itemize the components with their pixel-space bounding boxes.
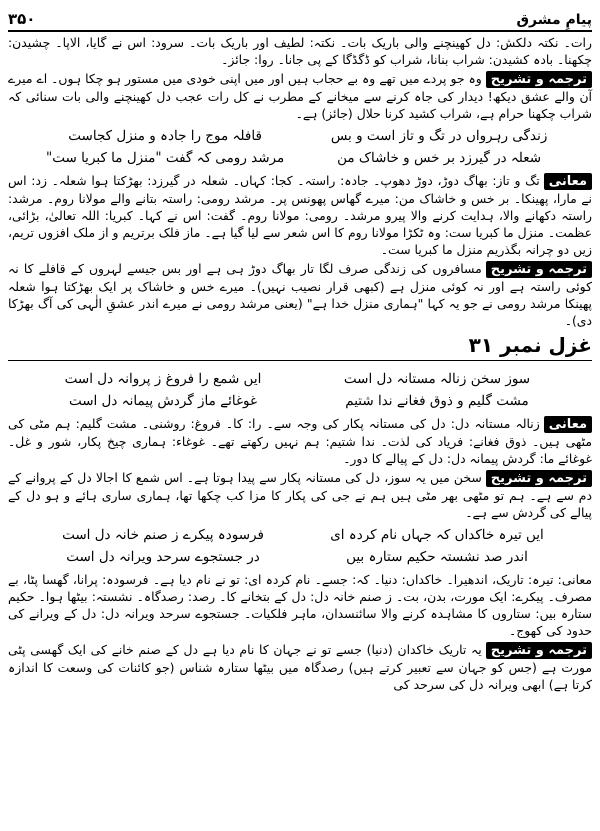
- couplet-block-2: [8, 365, 592, 415]
- page-number: ۳۵۰: [8, 10, 36, 28]
- translation-text: مسافروں کی زندگی صرف لگا تار بھاگ دوڑ ہی ہے اور بس جیسے لہروں کے قافلے کا نہ کوئی راستہ ہے اور نہ کوئی منزل ہے (کبھی قرار نصیب نہیں)۔ میرے خس و خاشاک پر ایک بھڑکتا ہوا شعلہ پھینکا مرشد رومی نے جو یہ کہا "ہماری منزل خدا ہے" (یعنی مرشد رومی نے میرے اندر عشقِ الٰہی کی آگ بھڑکا دی)۔: [8, 261, 592, 328]
- verse-line: قافلہ موج را جادہ و منزل کجاست: [68, 128, 262, 144]
- translation-paragraph-1: [8, 70, 592, 122]
- meanings-label: معانی: [544, 416, 592, 433]
- verse-line: غوغائے ماز گردش پیمانہ دل است: [68, 393, 258, 409]
- verse-line: مشت گلیم و ذوق فغانے ندا شتیم: [345, 393, 529, 409]
- divider: [8, 360, 592, 361]
- verse-line: فرسودہ پیکرے ز صنم خانہ دل است: [62, 527, 264, 543]
- page-header: [8, 4, 592, 32]
- translation-paragraph-2: [8, 260, 592, 329]
- meanings-paragraph-3: معانی: تیرہ: تاریک، اندھیرا۔ خاکداں: دنیا۔ کہ: جسے۔ نام کردہ ای: تو نے نام دیا ہے۔ فرسودہ: پرانا، گھسا پٹا، بے مصرف۔ پیکرے: ایک مورت، بدن، بت۔ ز صنم خانہ دل: دل کے بتخانے کا۔ رصد: رصدگاہ۔ نشستہ: بیٹھا ہوا۔ حکیم ستارہ بیں: ستاروں کا مشاہدہ کرنے والا سائنسدان، ماہر فلکیات۔ جستجوے سرحد ویرانہ دل: دل کے ویرانے کی حدود کی کھوج۔: [8, 572, 592, 638]
- translation-paragraph-3: [8, 469, 592, 521]
- translation-text: سخن میں یہ سوز، دل کی مستانہ پکار سے پیدا ہوتا ہے۔ اس شمع کا اجالا دل کے پروانے کے دم سے ہے۔ ہم تو مٹھی بھر مٹی ہیں ہم نے جی کی پکار کا مزا کب چکھا تھا، ہماری ساری ہائے و ہو دل کے پیالے کی گردش سے ہے۔: [8, 470, 592, 520]
- translation-label: ترجمہ و تشریح: [486, 71, 592, 88]
- verse-line: مرشد رومی کہ گفت "منزل ما کبریا ست": [46, 150, 285, 166]
- running-title: پیامِ مشرق: [516, 12, 592, 28]
- verse-line: ایں شمع را فروغ ز پروانہ دل است: [64, 371, 262, 387]
- translation-text: یہ تاریک خاکدان (دنیا) جسے تو نے جہان کا نام دیا ہے دل کے صنم خانے کی ایک گھسی پٹی مورت ہے (جس کو جہان سے تعبیر کرتے ہیں) رصدگاہ میں بیٹھا ستارہ شناس (جو کائنات کی وسعت کا اندازہ کرتا ہے) ابھی ویرانہ دل کی سرحد کی: [8, 642, 592, 692]
- verse-line: سوز سخن زنالہ مستانہ دل است: [343, 371, 531, 387]
- meanings-text: تگ و تاز: بھاگ دوڑ، دوڑ دھوپ۔ جادہ: راستہ۔ کجا: کہاں۔ شعلہ در گیرزد: بھڑکتا ہوا شعلہ۔ زد: اس نے مارا، پھینکا۔ بر خس و خاشاک من: میرے گھاس پھونس پر۔ مرشد رومی: راستہ بتانے والے مولانا روم۔ مرشد: راستہ دکھانے والا، ہدایت کرنے والا پیرو مرشد۔ رومی: مولانا روم۔ گفت: اس نے کہا۔ کبریا: اللہ تعالیٰ، بڑائی، عظمت۔ منزل ما کبریا ست: وہ ٹکڑا مولانا روم کا اس شعر سے لیا گیا ہے۔ ماز فلک برتریم و از ملک افزوں تریم، زیں دو چرانہ بگذریم منزل ما کبریا ست۔: [8, 173, 592, 257]
- translation-label: ترجمہ و تشریح: [486, 261, 592, 278]
- verse-line: اندر صد نشستہ حکیم ستارہ بیں: [346, 549, 528, 565]
- meanings-label: معانی: [544, 173, 592, 190]
- meanings-text: زنالہ مستانہ دل: دل کی مستانہ پکار کی وجہ سے۔ را: کا۔ فروغ: روشنی۔ مشت گلیم: ہم مٹی کی مٹھی ہیں۔ ذوق فغانے: فریاد کی لذت۔ ندا شتیم: ہم نہیں رکھتے تھے۔ غوغاء: ہماری چیخ پکار، شور و غل۔ غوغائے ما: گردش پیمانہ دل: دل کے پیالے کا دور۔: [8, 416, 592, 466]
- translation-label: ترجمہ و تشریح: [486, 470, 592, 487]
- verse-line: در جستجوے سرحد ویرانہ دل است: [66, 549, 260, 565]
- translation-label: ترجمہ و تشریح: [486, 642, 592, 659]
- translation-text: وہ جو پردے میں تھے وہ بے حجاب ہیں اور میں اپنی خودی میں مستور ہو چکا ہوں۔ اے میرے آن والے عشق دیکھ! دیدار کی جاہ کرنے سے میخانے کے مطرب نے کل رات عجب دل کھینچنے والی بات سنائی کہ شراب چکھنا حرام ہے، شراب کشید کرنا حلال (جائز) ہے۔: [8, 71, 592, 121]
- verse-line: ایں تیرہ خاکداں کہ جہاں نام کردہ ای: [330, 527, 544, 543]
- ghazal-heading: غزل نمبر ۳۱: [468, 333, 592, 357]
- glossary-continuation: رات۔ نکتہ دلکش: دل کھینچنے والی باریک بات۔ نکتہ: لطیف اور باریک بات۔ سرود: اس نے گایا، الاپا۔ چشیدن: چکھنا۔ بادہ کشیدن: شراب بنانا، شراب کو ڈگڈگا کے پی جانا۔ روا: جائز۔: [8, 35, 592, 67]
- couplet-block-1: [8, 122, 592, 172]
- verse-line: زندگی رہرواں در تگ و تاز است و بس: [330, 128, 548, 144]
- translation-paragraph-4: [8, 641, 592, 693]
- meanings-paragraph-2: [8, 415, 592, 467]
- couplet-block-3: [8, 521, 592, 571]
- verse-line: شعلہ در گیرزد بر خس و خاشاک من: [337, 150, 542, 166]
- meanings-paragraph-1: [8, 172, 592, 258]
